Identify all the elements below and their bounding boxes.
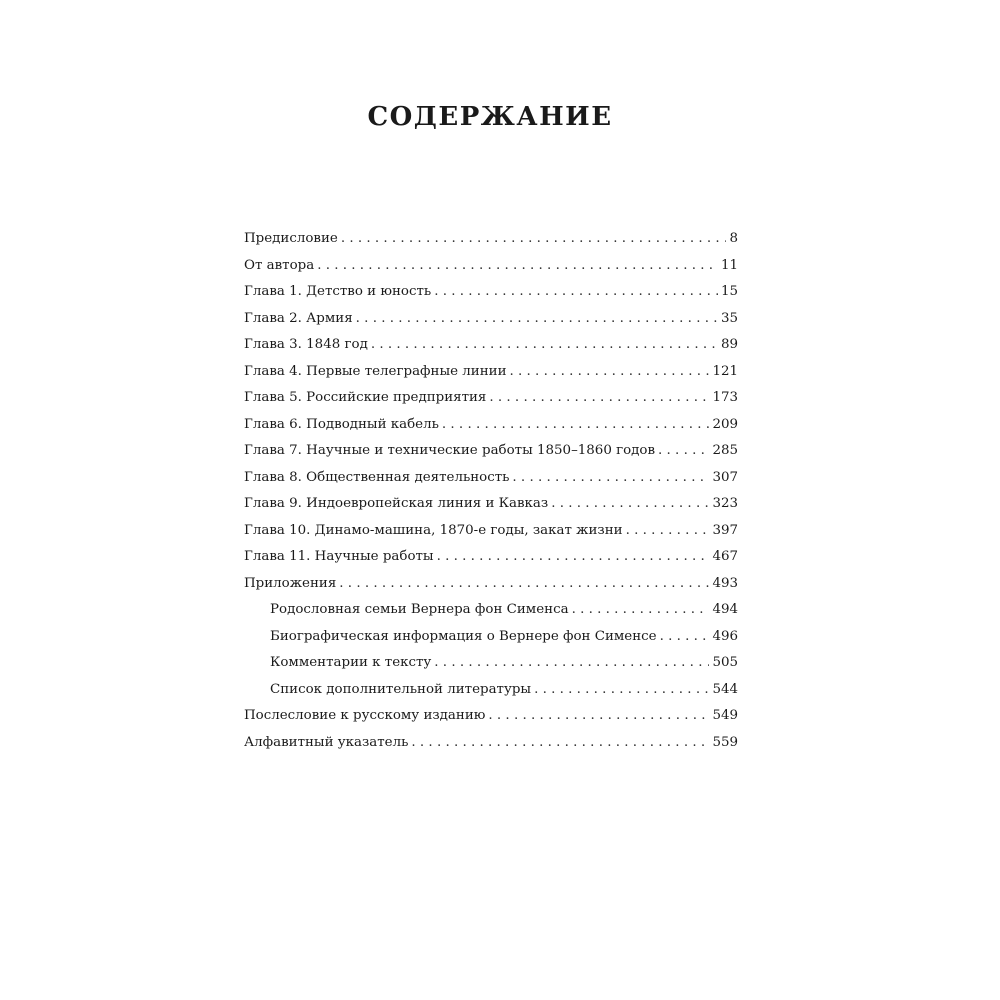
toc-entry-page: 549: [712, 708, 738, 723]
dot-leader: [626, 518, 710, 545]
toc-entry-label: Глава 8. Общественная деятельность: [244, 469, 510, 485]
toc-subentry-comments: [244, 650, 738, 677]
dot-leader: [371, 332, 718, 359]
toc-entry-label: Родословная семьи Вернера фон Сименса: [270, 602, 569, 617]
toc-entry-chapter-2: [244, 306, 738, 333]
toc-entry-page: 8: [729, 231, 738, 246]
toc-entry-chapter-8: [244, 465, 738, 492]
toc-entry-page: 11: [720, 257, 738, 273]
dot-leader: [317, 253, 718, 280]
toc-entry-label: Алфавитный указатель: [244, 734, 409, 750]
toc-subentry-biography: [244, 624, 738, 651]
dot-leader: [488, 703, 709, 730]
toc-entry-label: Биографическая информация о Вернере фон Сименсе: [270, 628, 657, 644]
toc-entry-page: 397: [712, 522, 738, 538]
toc-entry-label: Глава 3. 1848 год: [244, 337, 368, 352]
toc-entry-label: Комментарии к тексту: [270, 655, 432, 670]
toc-entry-chapter-11: [244, 544, 738, 571]
toc-entry-page: 173: [712, 390, 738, 405]
toc-entry-appendices: [244, 571, 738, 598]
page-title: СОДЕРЖАНИЕ: [367, 102, 613, 133]
dot-leader: [489, 385, 709, 412]
toc-entry-label: Глава 10. Динамо-машина, 1870-е годы, закат жизни: [244, 522, 623, 538]
toc-entry-page: 307: [712, 469, 738, 485]
toc-entry-page: 15: [720, 284, 738, 299]
toc-entry-chapter-7: [244, 438, 738, 465]
toc-entry-index: [244, 730, 738, 757]
toc-entry-label: Приложения: [244, 575, 337, 591]
dot-leader: [356, 306, 718, 333]
toc-entry-page: 467: [712, 549, 738, 564]
toc-entry-label: Глава 2. Армия: [244, 310, 353, 326]
toc-entry-chapter-4: [244, 359, 738, 386]
toc-entry-from-author: [244, 253, 738, 280]
dot-leader: [572, 597, 710, 624]
toc-entry-page: 496: [712, 628, 738, 644]
dot-leader: [442, 412, 710, 439]
toc-entry-chapter-9: [244, 491, 738, 518]
toc-entry-page: 89: [720, 337, 738, 352]
dot-leader: [437, 544, 710, 571]
toc-entry-page: 494: [712, 602, 738, 617]
toc-entry-chapter-6: [244, 412, 738, 439]
toc-entry-page: 493: [712, 575, 738, 591]
toc-entry-label: Глава 4. Первые телеграфные линии: [244, 363, 507, 379]
dot-leader: [434, 650, 709, 677]
toc-entry-chapter-1: [244, 279, 738, 306]
toc-entry-page: 323: [712, 496, 738, 511]
toc-entry-page: 505: [712, 655, 738, 670]
toc-entry-chapter-5: [244, 385, 738, 412]
toc-entry-page: 285: [712, 443, 738, 458]
dot-leader: [658, 438, 709, 465]
toc-entry-page: 559: [712, 734, 738, 750]
dot-leader: [551, 491, 709, 518]
toc-entry-label: Глава 6. Подводный кабель: [244, 416, 439, 432]
toc-entry-label: Предисловие: [244, 231, 338, 246]
toc-entry-chapter-3: [244, 332, 738, 359]
toc-entry-preface: [244, 226, 738, 253]
toc-entry-label: Глава 7. Научные и технические работы 1850–1860 годов: [244, 443, 656, 458]
dot-leader: [660, 624, 710, 651]
toc-entry-label: Список дополнительной литературы: [270, 681, 532, 697]
toc-entry-page: 35: [720, 310, 738, 326]
toc-entry-page: 544: [712, 681, 738, 697]
toc-entry-afterword: [244, 703, 738, 730]
toc-entry-page: 209: [712, 416, 738, 432]
toc-entry-page: 121: [712, 363, 738, 379]
toc-entry-label: Послесловие к русскому изданию: [244, 708, 486, 723]
dot-leader: [434, 279, 718, 306]
dot-leader: [512, 465, 709, 492]
dot-leader: [510, 359, 710, 386]
toc-entry-label: От автора: [244, 257, 315, 273]
table-of-contents: [244, 226, 738, 756]
toc-entry-label: Глава 1. Детство и юность: [244, 284, 432, 299]
toc-entry-label: Глава 9. Индоевропейская линия и Кавказ: [244, 496, 549, 511]
dot-leader: [341, 226, 727, 253]
dot-leader: [411, 730, 709, 757]
toc-subentry-literature: [244, 677, 738, 704]
toc-entry-label: Глава 11. Научные работы: [244, 549, 434, 564]
dot-leader: [534, 677, 709, 704]
dot-leader: [339, 571, 709, 598]
toc-entry-chapter-10: [244, 518, 738, 545]
toc-entry-label: Глава 5. Российские предприятия: [244, 390, 487, 405]
toc-subentry-genealogy: [244, 597, 738, 624]
